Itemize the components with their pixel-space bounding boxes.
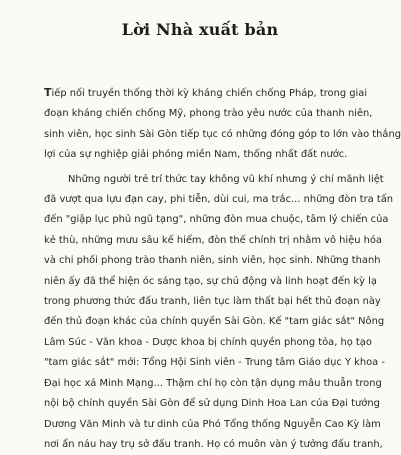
paragraph-1-line-1: [44, 83, 368, 104]
paragraph-1-line: lợi của sự nghiệp giải phóng miền Nam, thống nhất đất nước.: [44, 149, 348, 161]
page-title: Lời Nhà xuất bản: [121, 20, 279, 39]
paragraph-1: [44, 83, 401, 166]
paragraph-2-line: đến "giập lục phủ ngũ tạng", những đòn mua chuộc, tâm lý chiến của: [44, 214, 389, 226]
paragraph-2-line: nội bộ chính quyền Sài Gòn để sử dụng Dinh Hoa Lan của Đại tướng: [44, 398, 380, 410]
paragraph-2-line: kẻ thù, những mưu sâu kế hiểm, đòn thế chính trị nhằm vô hiệu hóa: [44, 234, 382, 246]
paragraph-2-line: niên ấy đã thể hiện óc sáng tạo, sự chủ động và linh hoạt đến kỳ lạ: [44, 275, 377, 287]
paragraph-2-line: trong phương thức đấu tranh, liên tục làm thất bại hết thủ đoạn này: [44, 296, 381, 308]
paragraph-1-line-1-text: iếp nối truyền thống thời kỳ kháng chiến chống Pháp, trong giai: [51, 88, 368, 99]
paragraph-2: [44, 170, 394, 455]
paragraph-1-line: sinh viên, học sinh Sài Gòn tiếp tục có những đóng góp to lớn vào thắng: [44, 128, 401, 140]
paragraph-2-line: Lâm Súc - Văn khoa - Dược khoa bị chính quyền phong tỏa, họ tạo: [44, 336, 372, 348]
paragraph-2-line: nơi ẩn náu hay trụ sở đấu tranh. Họ có muôn vàn ý tưởng đấu tranh,: [44, 438, 383, 450]
paragraph-1-line: đoạn kháng chiến chống Mỹ, phong trào yêu nước của thanh niên,: [44, 108, 373, 120]
paragraph-2-line: và chi phối phong trào thanh niên, sinh viên, học sinh. Những thanh: [44, 255, 381, 267]
paragraph-2-line: đã vượt qua lựu đạn cay, phi tiễn, dùi cui, ma trắc... những đòn tra tấn: [44, 194, 394, 206]
paragraph-2-line: "tam giác sắt" mới: Tổng Hội Sinh viên - Trung tâm Giáo dục Y khoa -: [44, 357, 385, 369]
paragraph-2-line: Những người trẻ trí thức tay không vũ khí nhưng ý chí mãnh liệt: [68, 173, 384, 185]
drop-cap: T: [44, 86, 52, 99]
paragraph-2-line: đến thủ đoạn khác của chính quyền Sài Gòn. Kế "tam giác sắt" Nông: [44, 316, 385, 328]
paragraph-2-line: Dương Văn Minh và tư dinh của Phó Tổng thống Nguyễn Cao Kỳ làm: [44, 418, 381, 430]
paragraph-2-line: Đại học xá Minh Mạng... Thậm chí họ còn tận dụng mâu thuẫn trong: [44, 377, 382, 389]
